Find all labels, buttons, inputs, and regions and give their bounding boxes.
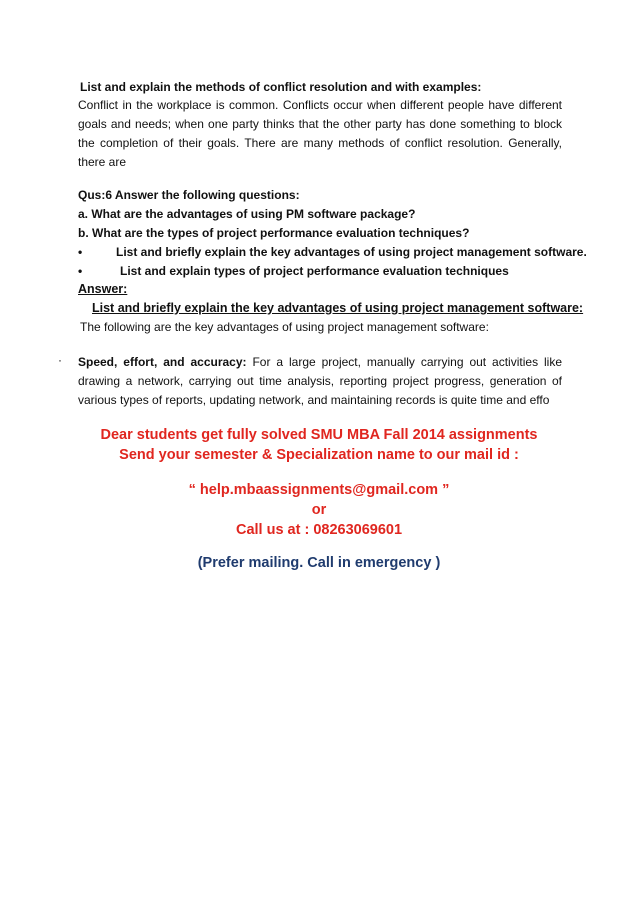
answer-block: [78, 280, 584, 318]
answer-intro: The following are the key advantages of using project management software:: [80, 320, 489, 334]
answer-subheading: List and briefly explain the key advantages of using project management software:: [92, 301, 584, 315]
questions-title: Qus:6 Answer the following questions:: [78, 188, 300, 202]
answer-item: [78, 353, 562, 410]
promo-phone: Call us at : 08263069601: [235, 522, 403, 538]
section-heading: List and explain the methods of conflict resolution and with examples:: [80, 80, 482, 94]
bullet-dot: •: [78, 264, 83, 278]
questions-block: [78, 186, 587, 281]
bullet-item: [78, 262, 562, 281]
item-title: Speed, effort, and accuracy:: [78, 355, 247, 369]
item-text: For a large project, manually carrying out activities like drawing a network, carrying out time analysis, reporting project progress, generation of various types of reports, updating network, and maintaining records is quite time and effo: [78, 355, 563, 407]
promo-email: “ help.mbaassignments@gmail.com ”: [188, 482, 450, 498]
section-paragraph: [78, 96, 562, 172]
promo-line2: Send your semester & Specialization name to our mail id :: [119, 447, 519, 463]
question-b: b. What are the types of project performance evaluation techniques?: [78, 226, 470, 240]
item-bullet: ·: [58, 353, 62, 367]
promo-or: or: [311, 502, 327, 518]
paragraph-text: Conflict in the workplace is common. Conflicts occur when different people have different goals and needs; when one party thinks that the other party has done something to block the completion of their goals. There are many methods of conflict resolution. Generally, there are: [78, 98, 562, 169]
bullet-dot: •: [78, 245, 83, 259]
bullet-text: List and briefly explain the key advantages of using project management software.: [116, 245, 587, 259]
question-a: a. What are the advantages of using PM software package?: [78, 207, 416, 221]
bullet-item: [78, 243, 587, 262]
promo-line1: Dear students get fully solved SMU MBA Fall 2014 assignments: [100, 427, 538, 443]
answer-label: Answer:: [78, 282, 128, 296]
promo-note: (Prefer mailing. Call in emergency ): [197, 555, 441, 571]
bullet-text: List and explain types of project performance evaluation techniques: [120, 264, 509, 278]
